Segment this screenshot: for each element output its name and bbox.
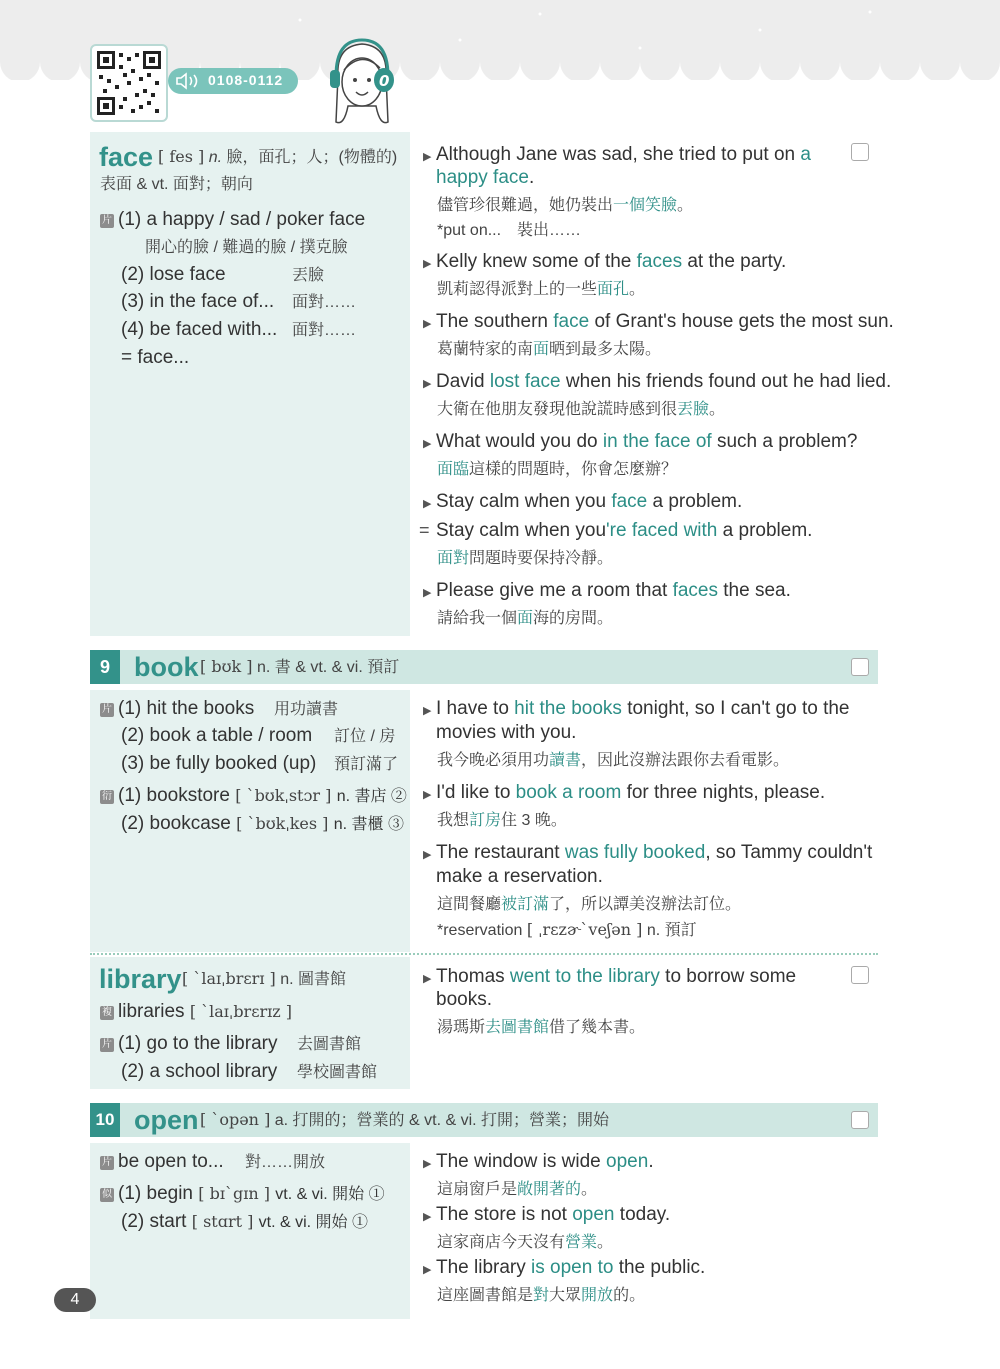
face-example-8-zh: 請給我一個面海的房間。 — [437, 610, 614, 627]
book-example-1-line2: movies with you. — [436, 722, 577, 743]
face-example-6: Stay calm when you face a problem. — [436, 491, 743, 512]
face-example-7: Stay calm when you're faced with a problem. — [436, 520, 813, 541]
phrase-tag-icon: 片 — [102, 1157, 112, 1168]
library-plural: 複 libraries [ ˋlaɪˌbrɛrɪz ] — [102, 1001, 293, 1022]
open-example-2-zh: 這家商店今天沒有營業。 — [437, 1234, 614, 1251]
open-example-3: The library is open to the public. — [436, 1257, 706, 1278]
face-definition: [ fes ] n. 臉，面孔；人；(物體的) — [158, 147, 398, 166]
book-checkbox[interactable] — [851, 658, 869, 676]
book-derived-2: (2) bookcase [ ˋbʊkˌkes ] n. 書櫃 ③ — [121, 813, 404, 834]
book-example-3-zh: 這間餐廳被訂滿了，所以譚美沒辦法訂位。 — [437, 896, 742, 913]
library-phrase-1: 片 (1) go to the library — [102, 1033, 278, 1054]
face-phrase-2: (2) lose face — [121, 264, 226, 285]
equals-icon: = — [419, 520, 430, 540]
dotted-separator — [90, 953, 878, 955]
face-example-1-line2: happy face. — [436, 167, 535, 188]
book-phrase-3: (3) be fully booked (up) — [121, 753, 317, 774]
open-similar-1: 似 (1) begin [ bɪˋgɪn ] vt. & vi. 開始 ① — [102, 1183, 385, 1204]
speaker-icon — [174, 72, 204, 90]
bullet-arrow-icon: ▶ — [423, 1264, 432, 1276]
bullet-arrow-icon: ▶ — [423, 151, 432, 163]
face-example-1-note: *put on... 裝出…… — [437, 222, 582, 239]
library-phrase-1-zh: 去圖書館 — [297, 1036, 362, 1053]
library-example-1-zh: 湯瑪斯去圖書館借了幾本書。 — [437, 1019, 646, 1036]
phrase-tag-icon: 片 — [102, 704, 112, 715]
bullet-arrow-icon: ▶ — [423, 498, 432, 510]
bullet-arrow-icon: ▶ — [423, 973, 432, 985]
face-phrase-5: = face... — [121, 347, 190, 368]
book-phrase-1: 片 (1) hit the books — [102, 698, 255, 719]
book-phrase-1-zh: 用功讀書 — [274, 701, 339, 718]
bullet-arrow-icon: ▶ — [423, 438, 432, 450]
book-example-3-note: *reservation [ ˌrɛzɚˋveʃən ] n. 預訂 — [437, 920, 697, 939]
open-similar-2: (2) start [ stɑrt ] vt. & vi. 開始 ① — [121, 1211, 368, 1232]
face-phrase-1-zh: 開心的臉 / 難過的臉 / 撲克臉 — [145, 239, 348, 256]
qr-code[interactable] — [90, 44, 168, 122]
face-phrase-4-zh: 面對…… — [292, 322, 357, 339]
face-checkbox[interactable] — [851, 143, 869, 161]
similar-tag-icon: 似 — [102, 1189, 112, 1200]
bullet-arrow-icon: ▶ — [423, 318, 432, 330]
derive-tag-icon: 衍 — [102, 791, 112, 802]
open-checkbox[interactable] — [851, 1111, 869, 1129]
bullet-arrow-icon: ▶ — [423, 705, 432, 717]
book-headword: book — [134, 652, 199, 682]
book-definition: [ bʊk ] n. 書 & vt. & vi. 預訂 — [200, 657, 400, 676]
library-headword: library — [99, 964, 182, 994]
face-example-3: The southern face of Grant's house gets the most sun. — [436, 311, 894, 332]
open-definition: [ ˋopən ] a. 打開的；營業的 & vt. & vi. 打開；營業；開始 — [200, 1110, 610, 1129]
open-phrase-1: 片 be open to... — [102, 1151, 224, 1172]
face-example-1-zh: 儘管珍很難過，她仍裝出一個笑臉。 — [437, 197, 694, 214]
book-example-1-zh: 我今晚必須用功讀書，因此沒辦法跟你去看電影。 — [437, 752, 790, 769]
face-phrase-4: (4) be faced with... — [121, 319, 278, 340]
audio-track-code: 0108-0112 — [208, 72, 284, 88]
face-example-3-zh: 葛蘭特家的南面晒到最多太陽。 — [437, 341, 662, 358]
face-example-5: What would you do in the face of such a problem? — [436, 431, 858, 452]
girl-with-headphones-illustration — [322, 36, 402, 128]
open-headword: open — [134, 1105, 199, 1135]
library-definition: [ ˋlaɪˌbrɛrɪ ] n. 圖書館 — [182, 969, 347, 988]
bullet-arrow-icon: ▶ — [423, 378, 432, 390]
library-phrase-2: (2) a school library — [121, 1061, 278, 1082]
open-example-1-zh: 這扇窗戶是敞開著的。 — [437, 1181, 598, 1198]
library-example-1-line2: books. — [436, 989, 492, 1010]
book-example-1: I have to hit the books tonight, so I can't go to the — [436, 698, 850, 719]
open-phrase-1-zh: 對……開放 — [245, 1154, 326, 1171]
library-example-1: Thomas went to the library to borrow some — [436, 966, 797, 987]
phrase-tag-icon: 片 — [102, 215, 112, 226]
face-example-5-zh: 面臨這樣的問題時，你會怎麼辦？ — [437, 461, 678, 478]
entry-number: 10 — [90, 1103, 120, 1137]
face-phrase-2-zh: 丟臉 — [292, 267, 325, 284]
bullet-arrow-icon: ▶ — [423, 789, 432, 801]
face-definition-line2: 表面 & vt. 面對；朝向 — [100, 176, 253, 193]
bullet-arrow-icon: ▶ — [423, 1211, 432, 1223]
library-checkbox[interactable] — [851, 966, 869, 984]
open-example-1: The window is wide open. — [436, 1151, 654, 1172]
page-number: 4 — [54, 1288, 96, 1312]
open-example-3-zh: 這座圖書館是對大眾開放的。 — [437, 1287, 646, 1304]
face-example-8: Please give me a room that faces the sea. — [436, 580, 791, 601]
face-example-4: David lost face when his friends found out he had lied. — [436, 371, 892, 392]
qr-code-icon — [97, 51, 161, 115]
book-example-3: The restaurant was fully booked, so Tammy couldn't — [436, 842, 873, 863]
audio-track-badge[interactable] — [168, 68, 298, 94]
book-example-3-line2: make a reservation. — [436, 866, 603, 887]
phrase-tag-icon: 片 — [102, 1039, 112, 1050]
bullet-arrow-icon: ▶ — [423, 849, 432, 861]
entry-number: 9 — [90, 650, 120, 684]
open-example-2: The store is not open today. — [436, 1204, 671, 1225]
face-example-1: Although Jane was sad, she tried to put on a — [436, 144, 811, 165]
book-phrase-2: (2) book a table / room — [121, 725, 313, 746]
face-example-4-zh: 大衛在他朋友發現他說謊時感到很丟臉。 — [437, 401, 726, 418]
face-example-2-zh: 凱莉認得派對上的一些面孔。 — [437, 281, 646, 298]
library-phrase-2-zh: 學校圖書館 — [297, 1064, 378, 1081]
book-derived-1: 衍 (1) bookstore [ ˋbʊkˌstɔr ] n. 書店 ② — [102, 785, 407, 806]
bullet-arrow-icon: ▶ — [423, 587, 432, 599]
face-phrase-1: 片 (1) a happy / sad / poker face — [102, 209, 366, 230]
book-phrase-3-zh: 預訂滿了 — [334, 756, 399, 773]
plural-tag-icon: 複 — [102, 1007, 112, 1018]
headphone-label: 0 — [379, 72, 390, 90]
face-headword: face — [99, 142, 154, 172]
face-phrase-3: (3) in the face of... — [121, 291, 275, 312]
bullet-arrow-icon: ▶ — [423, 1158, 432, 1170]
book-example-2: I'd like to book a room for three nights, please. — [436, 782, 826, 803]
face-example-2: Kelly knew some of the faces at the party. — [436, 251, 787, 272]
face-phrase-3-zh: 面對…… — [292, 294, 357, 311]
face-example-7-zh: 面對問題時要保持冷靜。 — [437, 550, 614, 567]
book-phrase-2-zh: 訂位 / 房 — [334, 728, 396, 745]
bullet-arrow-icon: ▶ — [423, 258, 432, 270]
book-example-2-zh: 我想訂房住 3 晚。 — [437, 812, 567, 829]
